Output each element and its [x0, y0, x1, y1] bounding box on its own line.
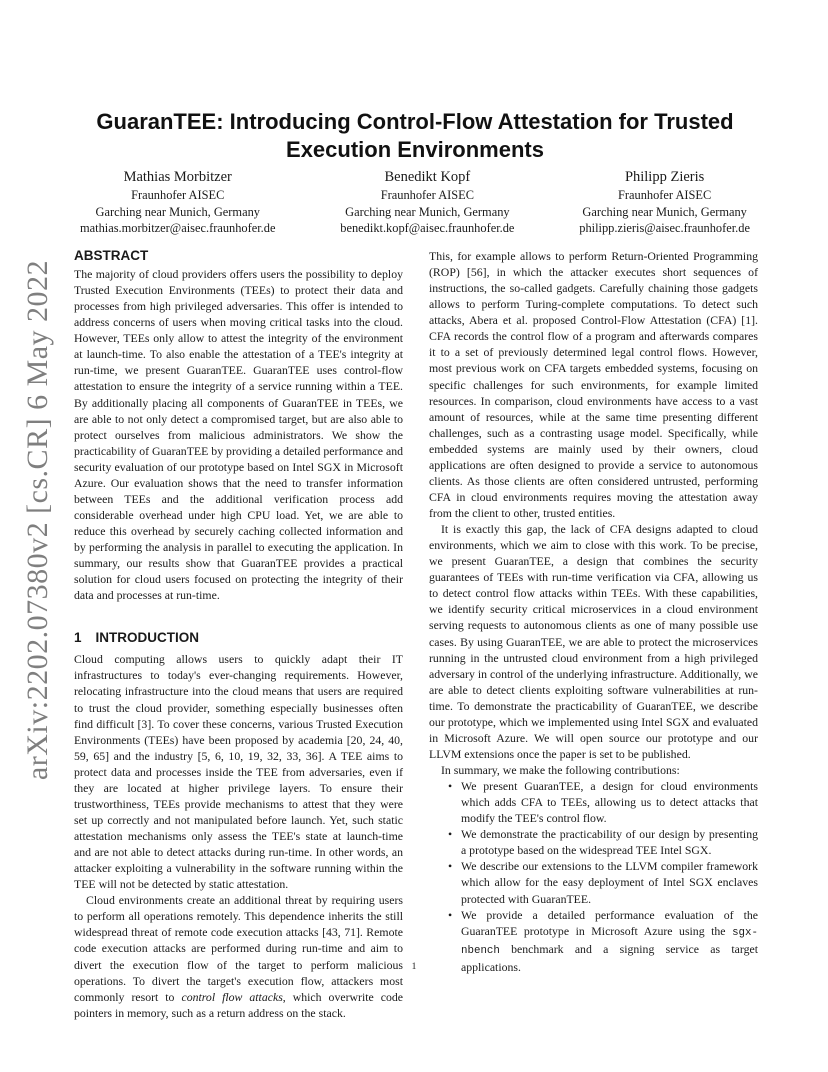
author-3 — [579, 168, 750, 237]
author-2 — [340, 168, 514, 237]
author-affiliation: Fraunhofer AISEC — [617, 188, 712, 202]
arxiv-sidebar — [0, 0, 70, 1072]
author-location: Garching near Munich, Germany — [345, 204, 510, 219]
arxiv-identifier: arXiv:2202.07380v2 [cs.CR] 6 May 2022 — [21, 259, 54, 781]
contribution-item: • We present GuaranTEE, a design for cloud environments which adds CFA to TEEs, allowing us to detect attacks that modify the TEE's control flow. — [429, 778, 758, 826]
author-1 — [80, 168, 275, 237]
abstract-text: The majority of cloud providers offers users the possibility to deploy Trusted Execution Environments (TEEs) to protect their data and processes from high privileged adversaries. This offer is intended to address concerns of users when moving critical tasks into the cloud. However, TEEs only allow to attest the integrity of the environment at launch-time. To also enable the attestation of a TEE's integrity at run-time, we present GuaranTEE. GuaranTEE uses control-flow attestation to ensure the integrity of a service running within a TEE. By additionally placing all components of GuaranTEE in TEEs, we are able to not only detect a compromised target, but are also able to protect ourselves from malicious administrators. We show the practicability of GuaranTEE by providing a detailed performance and security evaluation of our prototype based on Intel SGX in Microsoft Azure. Our evaluation shows that the need to transfer information between TEEs and the additional verification process add considerable overhead under high CPU load. Yet, we are able to reduce this overhead by securely caching collected information and by performing the analysis in parallel to executing the application. In summary, our results show that GuaranTEE provides a practical solution for cloud users focused on protecting the integrity of their data and processes at run-time. — [74, 267, 403, 603]
author-affiliation: Fraunhofer AISEC — [131, 188, 225, 202]
author-name: Mathias Morbitzer — [123, 169, 232, 185]
intro-paragraph-3: This, for example allows to perform Return-Oriented Programming (ROP) [56], in which the attacker executes short sequences of instructions, the so-called gadgets. Carefully chaining those gadgets allows to perform Turing-complete computations. To detect such attacks, Abera et al. proposed Control-Flow Attestation (CFA) [1]. CFA records the control flow of a program and afterwards compares it to a set of previously determined legal control flows. However, most previous work on CFA targets embedded systems, focusing on specific challenges for such environments, for example limited resources. In comparison, cloud environments have access to a vast amount of resources, while at the same time presenting different challenges, such as a contrasting usage model. Specifically, while embedded systems are mainly used by their owners, cloud applications are often designed to provide a service to autonomous clients. As those clients are often considered untrusted, performing CFA in cloud environments requires moving the attestation away from the client to other, trusted entities. — [429, 249, 758, 520]
right-column — [429, 248, 758, 975]
author-email: benedikt.kopf@aisec.fraunhofer.de — [340, 221, 515, 236]
author-location: Garching near Munich, Germany — [582, 204, 747, 219]
author-location: Garching near Munich, Germany — [95, 204, 260, 219]
author-email: mathias.morbitzer@aisec.fraunhofer.de — [80, 221, 276, 236]
author-name: Benedikt Kopf — [384, 169, 471, 185]
contributions-intro: In summary, we make the following contributions: — [441, 763, 680, 777]
paper-title: GuaranTEE: Introducing Control-Flow Attestation for Trusted Execution Environments — [96, 109, 734, 162]
abstract-heading: ABSTRACT — [74, 248, 149, 263]
contribution-item: • We provide a detailed performance evaluation of the GuaranTEE prototype in Microsoft Azure using the sgx-nbench benchmark and a signing service as target applications. — [429, 907, 758, 975]
left-column — [74, 247, 403, 1021]
section-number: 1 — [74, 630, 82, 646]
code-term: sgx-nbench — [461, 926, 758, 957]
author-name: Philipp Zieris — [624, 169, 705, 185]
intro-paragraph-4: It is exactly this gap, the lack of CFA designs adapted to cloud environments, which we aim to close with this work. To be precise, we present GuaranTEE, a design that combines the security guarantees of TEEs with run-time verification via CFA, allowing us to detect control flow attacks within TEEs. With these capabilities, we identify security critical microservices in a cloud environment serving requests to autonomous clients as one of many possible use cases. By using GuaranTEE, we are able to protect the microservices running in the untrusted cloud environment from a high privileged adversary in control of the underlying infrastructure. Additionally, we are able to detect clients exploiting software vulnerabilities at run-time. To demonstrate the practicability of GuaranTEE, we describe our prototype, which we implemented using Intel SGX and evaluated in Microsoft Azure. We will open source our prototype and our LLVM extensions once the paper is set to be published. — [429, 522, 758, 761]
contribution-item: • We describe our extensions to the LLVM compiler framework which allow for the easy deployment of Intel SGX enclaves protected with GuaranTEE. — [429, 858, 758, 906]
section-title: INTRODUCTION — [95, 630, 200, 646]
emphasis-term: control flow attacks — [181, 989, 283, 1004]
author-block — [80, 168, 750, 237]
author-email: philipp.zieris@aisec.fraunhofer.de — [579, 221, 750, 236]
contribution-item: • We demonstrate the practicability of our design by presenting a prototype based on the widespread TEE Intel SGX. — [429, 826, 758, 858]
intro-paragraph-2: Cloud environments create an additional threat by requiring users to perform all operations remotely. This dependence inherits the still widespread threat of remote code execution attacks [43, 71]. Remote code execution attacks are performed during run-time and aim to divert the execution flow of the target to perform malicious operations. To divert the target's execution flow, attackers most commonly resort to control flow attacks, which overwrite code pointers in memory, such as a return address on the stack. — [74, 893, 403, 1020]
page-number: 1 — [411, 962, 417, 972]
section-heading-introduction — [74, 629, 403, 646]
author-affiliation: Fraunhofer AISEC — [380, 188, 474, 202]
contribution-list — [429, 778, 758, 975]
intro-paragraph-1: Cloud computing allows users to quickly adapt their IT infrastructures to today's ever-changing requirements. However, relocating infrastructure into the cloud means that users are required to trust the cloud provider, something especially businesses often find difficult [3]. To cover these concerns, various Trusted Execution Environments (TEEs) have been proposed by academia [20, 24, 40, 59, 65] and the industry [5, 6, 10, 19, 32, 33, 36]. A TEE aims to protect data and processes inside the TEE from adversaries, even if they are located at higher privilege layers. To ensure their trustworthiness, TEEs provide mechanisms to attest that they were set up correctly and not manipulated before launch. Yet, such static attestation mechanisms only assess the TEE's state at launch-time and are not able to detect attacks during run-time. In other words, an attacker exploiting a vulnerability in the software running within the TEE will not be detected by static attestation. — [74, 652, 403, 892]
